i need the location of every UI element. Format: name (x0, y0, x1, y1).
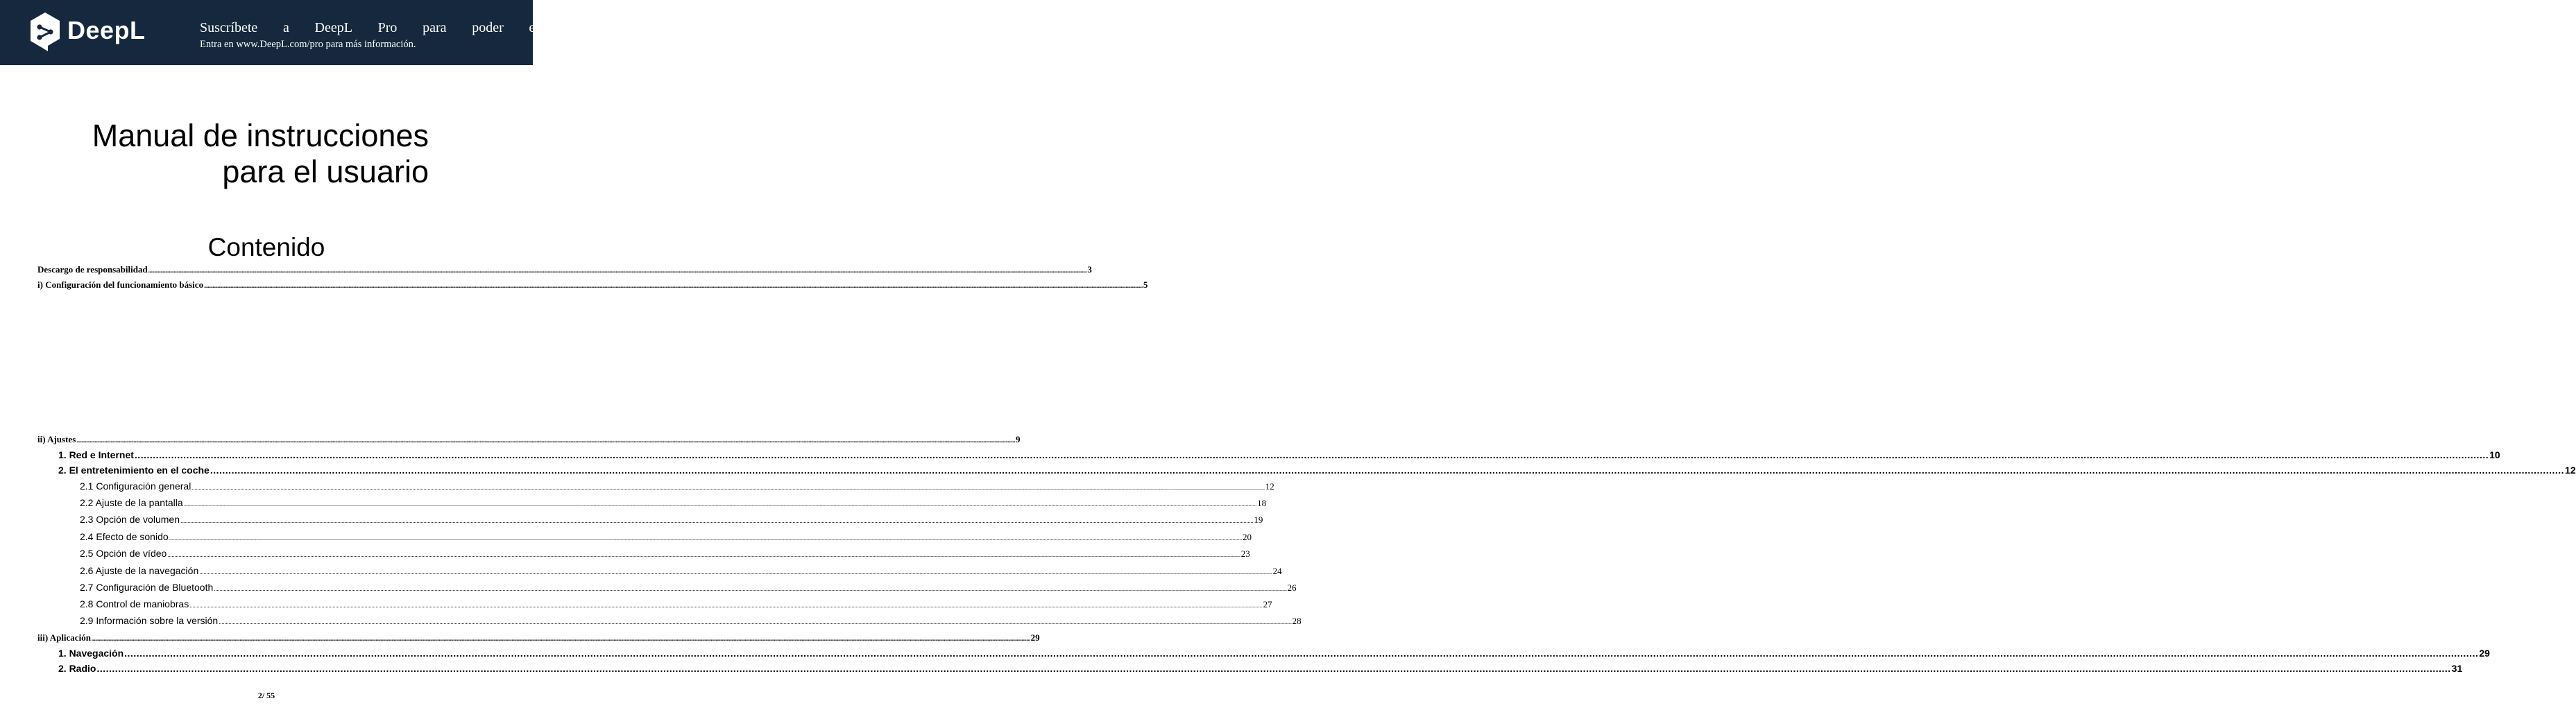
toc-entry[interactable] (37, 434, 1021, 445)
toc-entry-label: iii) Aplicación (37, 632, 91, 643)
toc-entry-label: 2.1 Configuración general (80, 480, 191, 492)
promo-word: DeepL (314, 20, 352, 35)
promo-word: editar (529, 20, 561, 35)
toc-entry[interactable] (37, 632, 1040, 643)
toc-leader (96, 663, 2450, 674)
toc-entry[interactable] (80, 582, 1297, 594)
toc-entry[interactable] (80, 598, 1272, 610)
toc-entry[interactable] (37, 264, 1092, 275)
toc-page-number: 9 (1016, 434, 1021, 444)
toc-page-number: 12 (2565, 465, 2576, 476)
toc-entry-label: 2.6 Ajuste de la navegación (80, 565, 199, 576)
toc-page-number: 3 (1087, 264, 1092, 275)
toc-entry-label: 2.5 Opción de vídeo (80, 548, 167, 559)
toc-leader (184, 501, 1256, 508)
toc-entry[interactable] (80, 565, 1282, 577)
promo-word: Suscríbete (200, 20, 258, 35)
toc-entry-label: 2. El entretenimiento en el coche (58, 465, 210, 476)
toc-page-number: 19 (1254, 514, 1263, 525)
toc-entry[interactable] (58, 449, 2500, 460)
toc-entry[interactable] (80, 497, 1267, 509)
promo-word: Pro (377, 20, 398, 35)
toc-leader (191, 484, 1264, 491)
toc-entry-label: 2.4 Efecto de sonido (80, 531, 169, 542)
toc-leader (189, 602, 1262, 609)
toc-page-number: 5 (1143, 279, 1148, 290)
toc-leader (214, 585, 1286, 592)
toc-leader (124, 648, 2478, 659)
toc-leader (180, 517, 1253, 524)
deepl-logo-text: DeepL (67, 16, 146, 44)
toc-page-number: 28 (1292, 616, 1302, 626)
toc-leader (169, 535, 1242, 542)
toc-page-number: 20 (1243, 532, 1252, 542)
promo-word: para (423, 20, 447, 35)
toc-entry-label: 1. Red e Internet (58, 449, 134, 460)
toc-entry-label: 2. Radio (58, 663, 96, 674)
toc-page-number: 10 (2489, 449, 2500, 460)
toc-entry[interactable] (80, 548, 1250, 560)
toc-leader (135, 449, 2489, 460)
toc-entry[interactable] (80, 514, 1263, 526)
toc-leader (210, 465, 2564, 476)
contents-heading: Contenido (207, 233, 325, 261)
toc-leader (199, 569, 1272, 575)
toc-page-number: 26 (1287, 582, 1297, 593)
toc-entry-label: 2.8 Control de maniobras (80, 598, 189, 609)
toc-leader (92, 635, 1030, 642)
toc-page-number: 27 (1263, 599, 1272, 609)
toc-entry[interactable] (58, 648, 2490, 659)
toc-entry-label: ii) Ajustes (37, 434, 76, 444)
toc-entry[interactable] (58, 663, 2463, 674)
toc-entry-label: i) Configuración del funcionamiento básico (37, 279, 204, 290)
toc-leader (204, 282, 1143, 289)
toc-page-number: 29 (1030, 632, 1040, 643)
title-line-1: Manual de instrucciones (92, 118, 429, 153)
toc-page-number: 18 (1257, 498, 1267, 508)
toc-entry-label: 2.2 Ajuste de la pantalla (80, 497, 183, 508)
toc-page-number: 31 (2451, 663, 2463, 674)
promo-headline (200, 19, 561, 36)
deepl-logo-icon (29, 12, 61, 52)
document-title (92, 118, 429, 190)
promo-subtext: Entra en www.DeepL.com/pro para más información. (200, 39, 416, 50)
toc-entry-label: 2.9 Información sobre la versión (80, 615, 219, 626)
toc-page-number: 29 (2479, 648, 2490, 659)
toc-page-number: 23 (1240, 548, 1250, 559)
toc-entry[interactable] (58, 465, 2576, 476)
toc-entry-label: Descargo de responsabilidad (37, 264, 148, 275)
page-footer-number: 2/ 55 (257, 691, 275, 700)
toc-page-number: 12 (1265, 481, 1274, 492)
toc-entry[interactable] (80, 615, 1302, 627)
promo-word: a (282, 20, 289, 35)
toc-entry-label: 1. Navegación (58, 648, 124, 659)
toc-entry[interactable] (80, 531, 1252, 543)
toc-leader (219, 618, 1291, 625)
toc-page-number: 24 (1272, 566, 1282, 576)
toc-entry-label: 2.7 Configuración de Bluetooth (80, 582, 214, 593)
promo-word: poder (472, 20, 504, 35)
promo-text[interactable] (200, 19, 561, 51)
toc-leader (167, 551, 1240, 558)
deepl-promo-banner[interactable] (0, 0, 561, 65)
toc-leader (76, 437, 1015, 444)
toc-entry[interactable] (80, 480, 1274, 492)
title-line-2: para el usuario (222, 154, 429, 189)
toc-entry-label: 2.3 Opción de volumen (80, 514, 180, 525)
toc-entry[interactable] (37, 279, 1148, 291)
toc-leader (148, 267, 1087, 274)
